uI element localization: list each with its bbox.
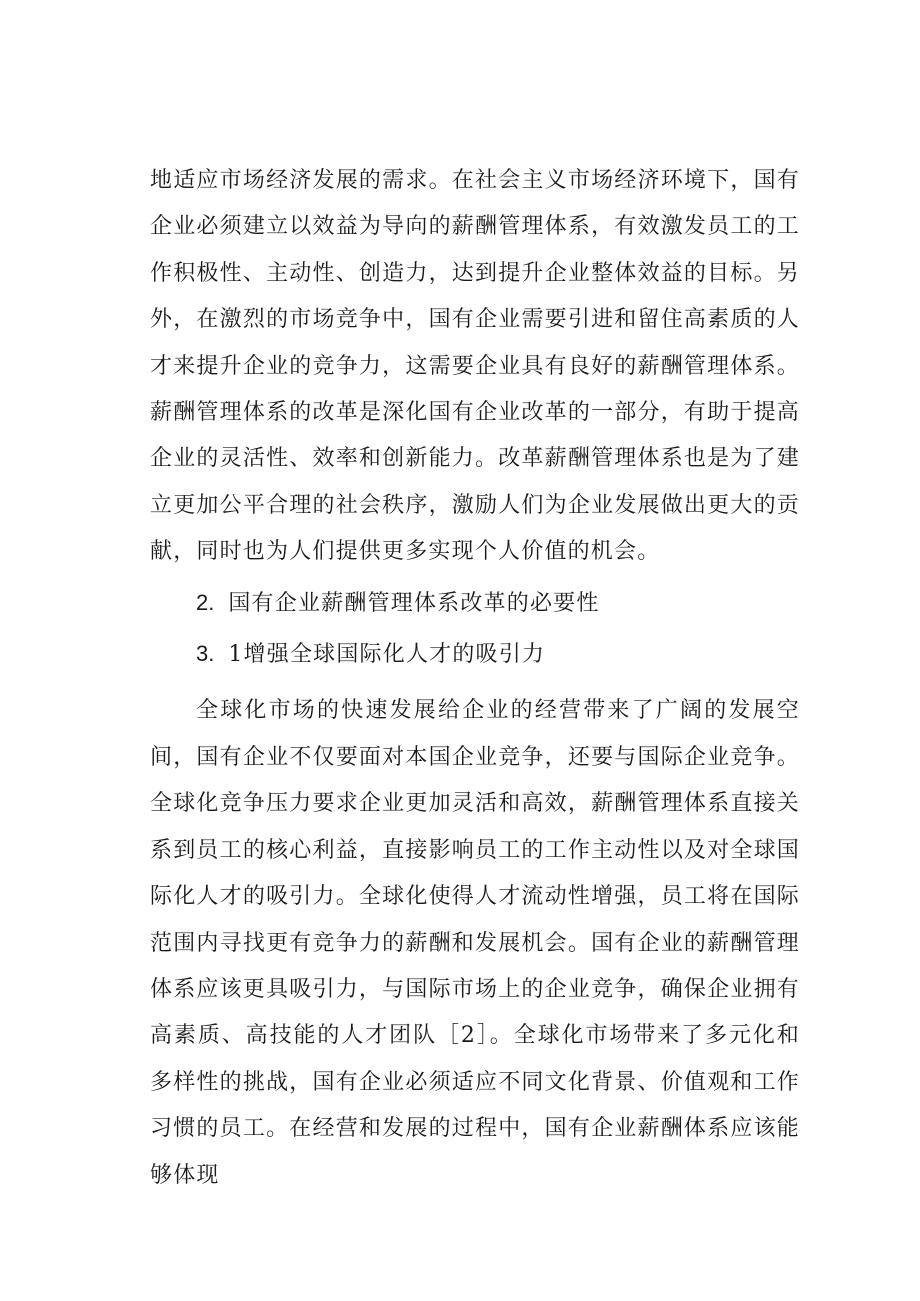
- spacer: [150, 678, 800, 688]
- section-heading: [150, 580, 800, 627]
- body-paragraph: 地适应市场经济发展的需求。在社会主义市场经济环境下，国有企业必须建立以效益为导向的薪酬管理体系，有效激发员工的工作积极性、主动性、创造力，达到提升企业整体效益的目标。另外，在激烈的市场竞争中，国有企业需要引进和留住高素质的人才来提升企业的竞争力，这需要企业具有良好的薪酬管理体系。薪酬管理体系的改革是深化国有企业改革的一部分，有助于提高企业的灵活性、效率和创新能力。改革薪酬管理体系也是为了建立更加公平合理的社会秩序，激励人们为企业发展做出更大的贡献，同时也为人们提供更多实现个人价值的机会。: [150, 168, 800, 565]
- subsection-title: 1增强全球国际化人才的吸引力: [228, 642, 546, 668]
- subsection-heading: [150, 631, 800, 678]
- subsection-number: 3.: [196, 641, 215, 667]
- section-number: 2.: [196, 589, 215, 615]
- body-paragraph: 全球化市场的快速发展给企业的经营带来了广阔的发展空间，国有企业不仅要面对本国企业竞争，还要与国际企业竞争。全球化竞争压力要求企业更加灵活和高效，薪酬管理体系直接关系到员工的核心利益，直接影响员工的工作主动性以及对全球国际化人才的吸引力。全球化使得人才流动性增强，员工将在国际范围内寻找更有竞争力的薪酬和发展机会。国有企业的薪酬管理体系应该更具吸引力，与国际市场上的企业竞争，确保企业拥有高素质、高技能的人才团队［2］。全球化市场带来了多元化和多样性的挑战，国有企业必须适应不同文化背景、价值观和工作习惯的员工。在经营和发展的过程中，国有企业薪酬体系应该能够体现: [150, 698, 800, 1188]
- document-body: [150, 158, 800, 1199]
- section-title: 国有企业薪酬管理体系改革的必要性: [228, 590, 600, 616]
